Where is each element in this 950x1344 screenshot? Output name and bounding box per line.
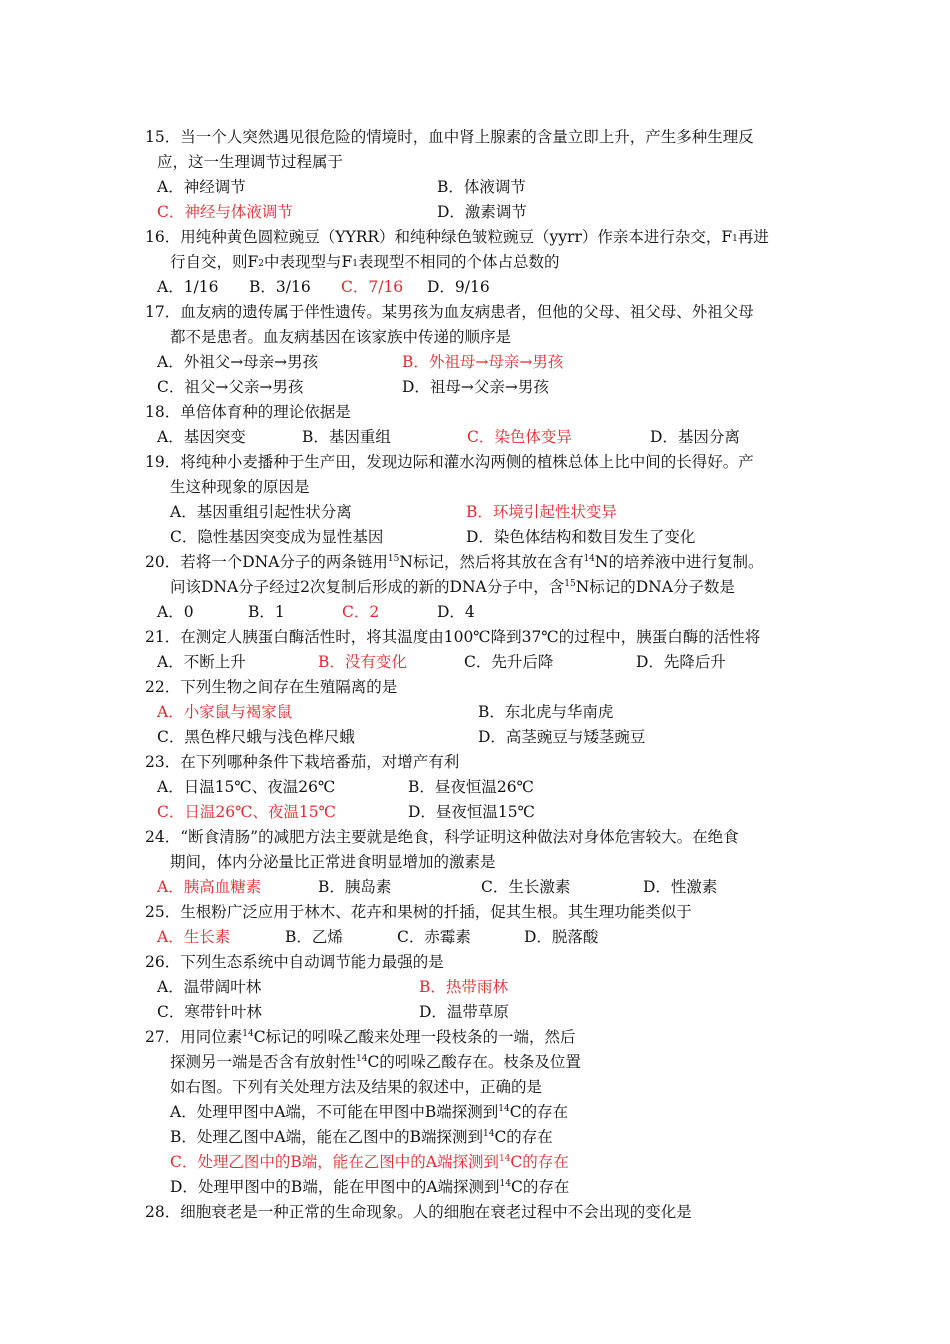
- q27-line: 27．用同位素$^{14}$C标记的吲哚乙酸来处理一段枝条的一端，然后: [145, 1028, 576, 1046]
- q21-opt-c: C．先升后降: [464, 653, 554, 671]
- q23-opt-d: D．昼夜恒温15℃: [408, 803, 535, 821]
- q27-opt-a: A．处理甲图中A端，不可能在甲图中B端探测到$^{14}$C的存在: [170, 1103, 569, 1121]
- q15-opt-b: B．体液调节: [437, 178, 526, 196]
- q28-line: 28．细胞衰老是一种正常的生命现象。人的细胞在衰老过程中不会出现的变化是: [145, 1203, 692, 1221]
- q24-line-2: 期间，体内分泌量比正常进食明显增加的激素是: [170, 853, 496, 871]
- q26-line: 26．下列生态系统中自动调节能力最强的是: [145, 953, 444, 971]
- q18-opt-a: A．基因突变: [157, 428, 246, 446]
- q21-opt-d: D．先降后升: [636, 653, 726, 671]
- q16-line-2: 行自交，则$F_2$中表现型与$F_1$表现型不相同的个体占总数的: [170, 253, 560, 271]
- q22-opt-d: D．高茎豌豆与矮茎豌豆: [478, 728, 646, 746]
- q25-opt-b: B．乙烯: [285, 928, 343, 946]
- q15-opt-d: D．激素调节: [437, 203, 527, 221]
- q18-opt-b: B．基因重组: [302, 428, 391, 446]
- q16-line: 16．用纯种黄色圆粒豌豆（YYRR）和纯种绿色皱粒豌豆（yyrr）作亲本进行杂交，$F_1$再进: [145, 228, 769, 246]
- q18-opt-d: D．基因分离: [650, 428, 740, 446]
- q15-opt-a: A．神经调节: [157, 178, 246, 196]
- q20-opt-d: D．4: [437, 603, 475, 621]
- q25-opt-d: D．脱落酸: [524, 928, 599, 946]
- q19-line: 19．将纯种小麦播种于生产田，发现边际和灌水沟两侧的植株总体上比中间的长得好。产: [145, 453, 754, 471]
- q22-line: 22．下列生物之间存在生殖隔离的是: [145, 678, 398, 696]
- q20-opt-a: A．0: [157, 603, 194, 621]
- q19-opt-d: D．染色体结构和数目发生了变化: [466, 528, 696, 546]
- q26-opt-c: C．寒带针叶林: [157, 1003, 262, 1021]
- q25-line: 25．生根粉广泛应用于林木、花卉和果树的扦插，促其生根。其生理功能类似于: [145, 903, 692, 921]
- q26-opt-a: A．温带阔叶林: [157, 978, 262, 996]
- q25-opt-a-answer: A．生长素: [157, 928, 231, 946]
- q24-opt-a-answer: A．胰高血糖素: [157, 878, 262, 896]
- q27-line-2: 探测另一端是否含有放射性$^{14}$C的吲哚乙酸存在。枝条及位置: [170, 1053, 581, 1071]
- q19-opt-b-answer: B．环境引起性状变异: [466, 503, 617, 521]
- q17-opt-a: A．外祖父→母亲→男孩: [157, 353, 319, 371]
- q16-opt-c-answer: C．7/16: [341, 278, 404, 296]
- q19-opt-c: C．隐性基因突变成为显性基因: [170, 528, 384, 546]
- q21-line: 21．在测定人胰蛋白酶活性时，将其温度由100℃降到37℃的过程中，胰蛋白酶的活性将: [145, 628, 761, 646]
- q16-opt-d: D．9/16: [427, 278, 490, 296]
- q27-opt-c-answer: C．处理乙图中的B端，能在乙图中的A端探测到$^{14}$C的存在: [170, 1153, 569, 1171]
- q26-opt-d: D．温带草原: [419, 1003, 509, 1021]
- q27-opt-b: B．处理乙图中A端，能在乙图中的B端探测到$^{14}$C的存在: [170, 1128, 553, 1146]
- q27-opt-d: D．处理甲图中的B端，能在甲图中的A端探测到$^{14}$C的存在: [170, 1178, 570, 1196]
- q17-opt-c: C．祖父→父亲→男孩: [157, 378, 304, 396]
- q23-opt-b: B．昼夜恒温26℃: [408, 778, 534, 796]
- q15-line-2: 应，这一生理调节过程属于: [157, 153, 344, 171]
- q24-opt-b: B．胰岛素: [318, 878, 392, 896]
- q16-opt-b: B．3/16: [249, 278, 311, 296]
- q24-opt-d: D．性激素: [643, 878, 718, 896]
- q15-line: 15．当一个人突然遇见很危险的情境时，血中肾上腺素的含量立即上升，产生多种生理反: [145, 128, 754, 146]
- q27-line-3: 如右图。下列有关处理方法及结果的叙述中，正确的是: [170, 1078, 543, 1096]
- q17-opt-b-answer: B．外祖母→母亲→男孩: [402, 353, 564, 371]
- q21-opt-a: A．不断上升: [157, 653, 246, 671]
- q19-line-2: 生这种现象的原因是: [170, 478, 310, 496]
- q24-opt-c: C．生长激素: [481, 878, 571, 896]
- q22-opt-a-answer: A．小家鼠与褐家鼠: [157, 703, 293, 721]
- q15-opt-c-answer: C．神经与体液调节: [157, 203, 293, 221]
- q18-line: 18．单倍体育种的理论依据是: [145, 403, 351, 421]
- q18-opt-c-answer: C．染色体变异: [467, 428, 572, 446]
- q23-opt-c-answer: C．日温26℃、夜温15℃: [157, 803, 336, 821]
- q20-opt-c-answer: C．2: [342, 603, 380, 621]
- q26-opt-b-answer: B．热带雨林: [419, 978, 508, 996]
- q22-opt-b: B．东北虎与华南虎: [478, 703, 614, 721]
- q23-opt-a: A．日温15℃、夜温26℃: [157, 778, 336, 796]
- q16-opt-a: A．1/16: [157, 278, 219, 296]
- q22-opt-c: C．黑色桦尺蛾与浅色桦尺蛾: [157, 728, 355, 746]
- q20-opt-b: B．1: [248, 603, 285, 621]
- q19-opt-a: A．基因重组引起性状分离: [170, 503, 352, 521]
- q17-opt-d: D．祖母→父亲→男孩: [402, 378, 549, 396]
- q20-line: 20．若将一个DNA分子的两条链用$^{15}$N标记，然后将其放在含有$^{14}$N的培养液中进行复制。: [145, 553, 764, 571]
- q25-opt-c: C．赤霉素: [397, 928, 471, 946]
- q24-line: 24．“断食清肠”的减肥方法主要就是绝食，科学证明这种做法对身体危害较大。在绝食: [145, 828, 739, 846]
- q23-line: 23．在下列哪种条件下栽培番茄，对增产有利: [145, 753, 460, 771]
- q20-line-2: 问该DNA分子经过2次复制后形成的新的DNA分子中，含$^{15}$N标记的DNA分子数是: [170, 578, 735, 596]
- q17-line: 17．血友病的遗传属于伴性遗传。某男孩为血友病患者，但他的父母、祖父母、外祖父母: [145, 303, 754, 321]
- q17-line-2: 都不是患者。血友病基因在该家族中传递的顺序是: [170, 328, 512, 346]
- q21-opt-b-answer: B．没有变化: [318, 653, 407, 671]
